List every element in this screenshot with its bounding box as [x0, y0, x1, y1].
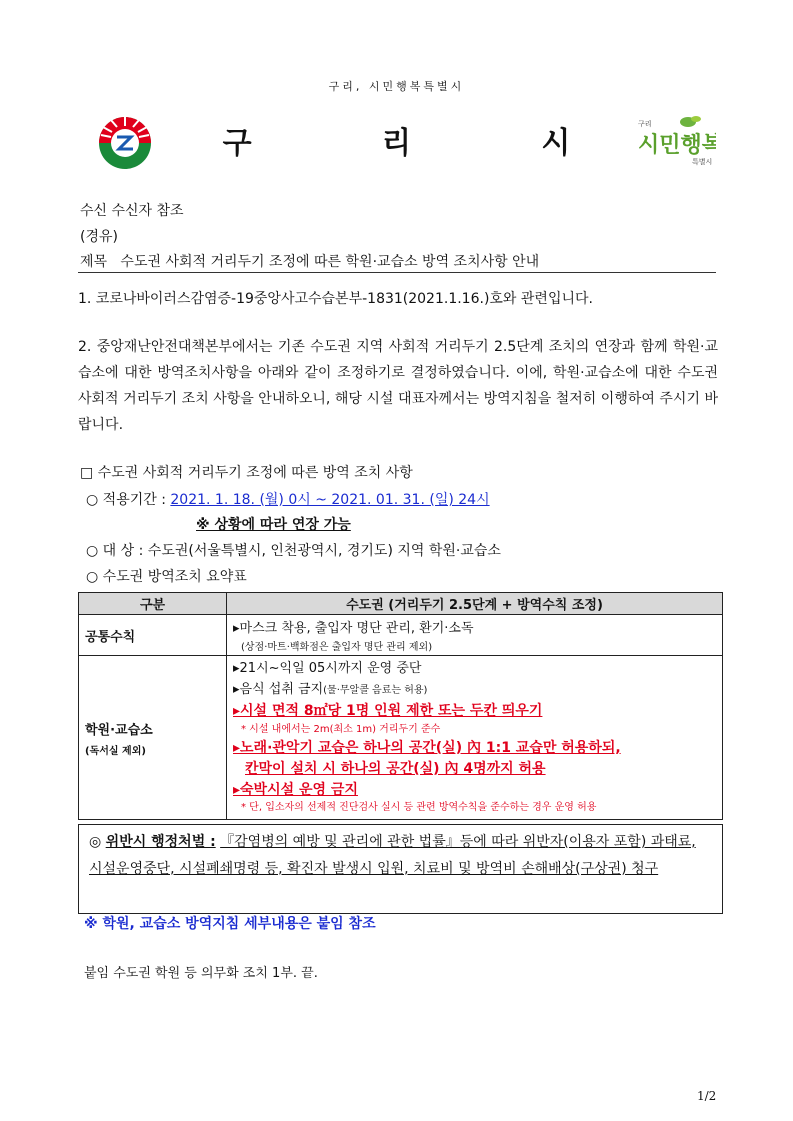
period-row [86, 489, 490, 509]
academy-label: 학원·교습소 [85, 722, 153, 738]
row-content-academy [227, 656, 723, 820]
penalty-box [78, 824, 723, 914]
summary-table [78, 592, 723, 820]
academy-rule-2-note: (물·무알콜 음료는 허용) [323, 685, 428, 696]
slogan: 구리, 시민행복특별시 [328, 80, 465, 93]
academy-rule-2 [233, 679, 716, 701]
target-row [86, 540, 501, 560]
row-label-academy [79, 656, 227, 820]
period-label: ○ 적용기간 : [86, 492, 166, 508]
logo-main-text: 시민행복 [638, 133, 716, 158]
academy-sublabel: (독서실 제외) [85, 745, 146, 757]
row-label-common: 공통수칙 [79, 615, 227, 656]
academy-rule-5-note: * 단, 입소자의 선제적 진단검사 실시 등 관련 방역수칙을 준수하는 경우 운영 허용 [241, 802, 597, 813]
citizen-happiness-logo [636, 112, 716, 168]
common-rule-1: ▸마스크 착용, 출입자 명단 관리, 환기·소독 [233, 621, 474, 636]
academy-rule-4a: ▸노래·관악기 교습은 하나의 공간(실) 內 1:1 교습만 허용하되, [233, 740, 621, 756]
academy-rule-4b: 칸막이 설치 시 하나의 공간(실) 內 4명까지 허용 [245, 761, 546, 777]
subject-label: 제목 [80, 254, 108, 270]
paragraph-2: 2. 중앙재난안전대책본부에서는 기존 수도권 지역 사회적 거리두기 2.5단계 조치의 연장과 함께 학원·교습소에 대한 방역조치사항을 아래와 같이 조정하기로 결정하였습니다. 이에, 학원·교습소에 대한 수도권 사회적 거리두기 조치 사항을 안내하오니, 해당 시설 대표자께서는 방역지침을 철저히 이행하여 주시기 바랍니다. [78, 339, 718, 433]
table-row-common [79, 615, 723, 656]
section-heading: □ 수도권 사회적 거리두기 조정에 따른 방역 조치 사항 [80, 465, 413, 481]
common-rule-2: (상점·마트·백화점은 출입자 명단 관리 제외) [241, 642, 433, 653]
period-value: 2021. 1. 18. (월) 0시 ~ 2021. 01. 31. (일) 24시 [170, 492, 490, 508]
table-header-row [79, 593, 723, 615]
logo-top-text: 구리 [638, 120, 652, 128]
attachment-reference-note: ※ 학원, 교습소 방역지침 세부내용은 붙임 참조 [84, 916, 376, 932]
subject-text: 수도권 사회적 거리두기 조정에 따른 학원·교습소 방역 조치사항 안내 [120, 254, 540, 270]
table-row-academy [79, 656, 723, 820]
academy-rule-1: ▸21시~익일 05시까지 운영 중단 [233, 661, 422, 676]
academy-rule-2-main: ▸음식 섭취 금지 [233, 682, 324, 697]
academy-rule-3: ▸시설 면적 8㎡당 1명 인원 제한 또는 두칸 띄우기 [233, 703, 543, 719]
attachment-line: 붙임 수도권 학원 등 의무화 조치 1부. 끝. [84, 966, 318, 981]
logo-sub-text: 특별시 [692, 158, 713, 166]
target-value: 수도권(서울특별시, 인천광역시, 경기도) 지역 학원·교습소 [147, 543, 501, 559]
header-cell-category: 구분 [79, 593, 227, 615]
paragraph-1: 1. 코로나바이러스감염증-19중앙사고수습본부-1831(2021.1.16.)호와 관련입니다. [78, 291, 593, 307]
page-number: 1/2 [697, 1089, 717, 1103]
academy-rule-3-note: * 시설 내에서는 2m(최소 1m) 거리두기 준수 [241, 724, 441, 735]
via: (경유) [80, 229, 118, 245]
target-label: ○ 대 상 : [86, 543, 144, 559]
period-note: ※ 상황에 따라 연장 가능 [196, 517, 351, 533]
divider [78, 272, 716, 273]
header-cell-metro: 수도권 (거리두기 2.5단계 + 방역수칙 조정) [227, 593, 723, 615]
penalty-lead: ◎ [89, 834, 106, 850]
subject-line [80, 251, 539, 271]
summary-label: ○ 수도권 방역조치 요약표 [86, 569, 247, 585]
academy-rule-5: ▸숙박시설 운영 금지 [233, 782, 358, 798]
recipient: 수신 수신자 참조 [80, 203, 184, 219]
row-content-common [227, 615, 723, 656]
penalty-head: 위반시 행정처벌 : [105, 834, 216, 850]
penalty-text: 『감염병의 예방 및 관리에 관한 법률』등에 따라 위반자(이용자 포함) 과태료, 시설운영중단, 시설폐쇄명령 등, 확진자 발생시 입원, 치료비 및 방역비 손해배상(구상권) 청구 [89, 834, 696, 877]
document-title: 구 리 시 [222, 126, 631, 161]
